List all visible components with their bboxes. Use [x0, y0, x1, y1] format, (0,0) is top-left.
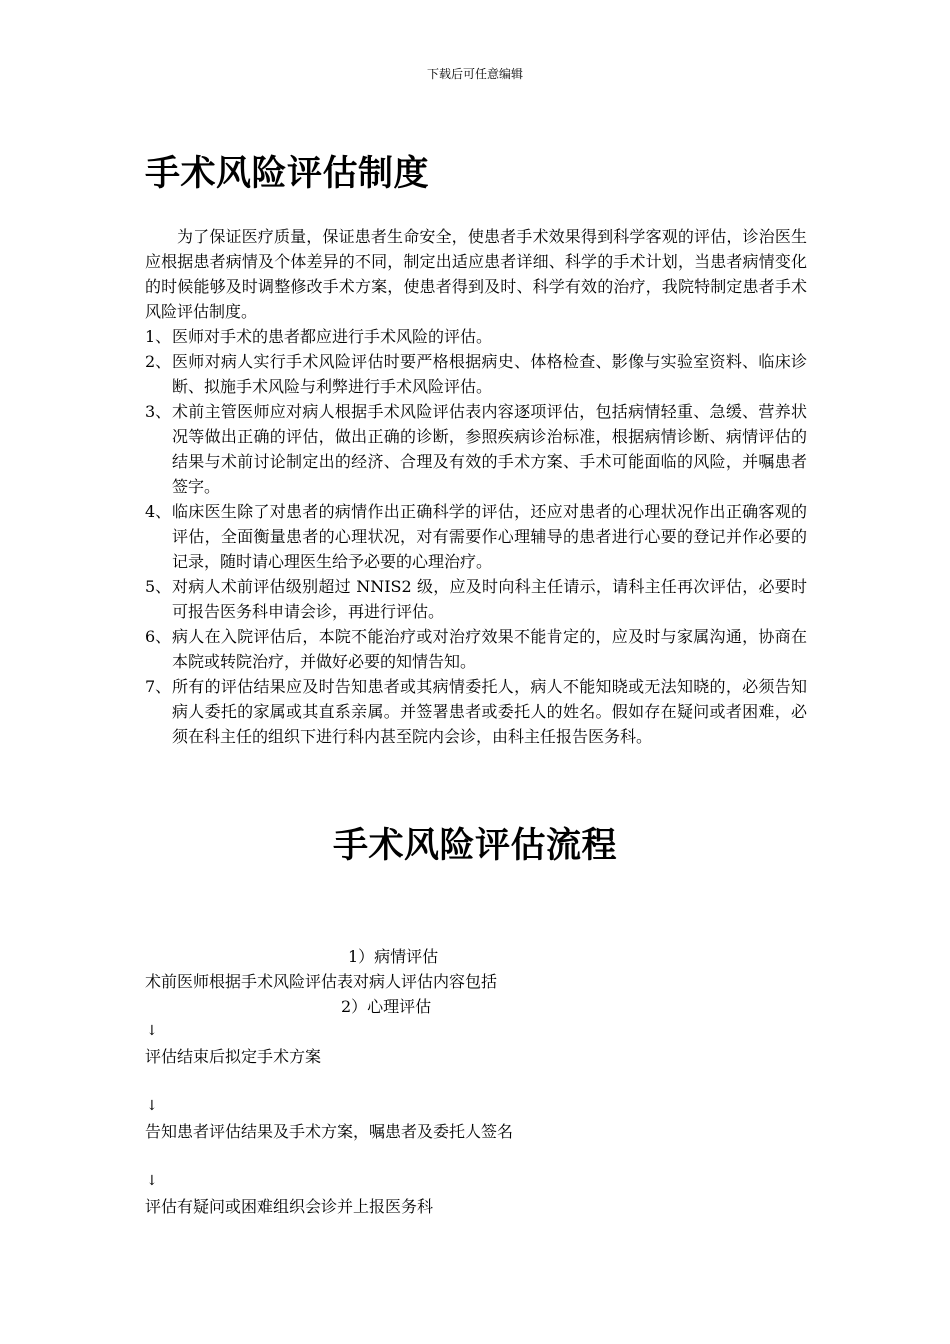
- rule-number: 2、: [145, 352, 172, 371]
- rule-text: 临床医生除了对患者的病情作出正确科学的评估，还应对患者的心理状况作出正确客观的评估，全面衡量患者的心理状况，对有需要作心理辅导的患者进行心要的登记并作必要的记录，随时请心理医生给予必要的心理治疗。: [172, 502, 807, 571]
- rule-number: 5、: [145, 577, 172, 596]
- flow-step-plan: 评估结束后拟定手术方案: [145, 1047, 322, 1066]
- rule-text: 对病人术前评估级别超过 NNIS2 级，应及时向科主任请示，请科主任再次评估，必要时可报告医务科申请会诊，再进行评估。: [172, 577, 807, 621]
- policy-rule-list: [145, 324, 807, 749]
- policy-rule-item: [145, 324, 807, 349]
- rule-number: 7、: [145, 677, 172, 696]
- rule-number: 1、: [145, 327, 172, 346]
- flow-step-assessment: 术前医师根据手术风险评估表对病人评估内容包括: [145, 972, 498, 991]
- down-arrow-icon: ↓: [146, 1023, 158, 1039]
- flow-title: 手术风险评估流程: [332, 826, 617, 866]
- down-arrow-icon: ↓: [146, 1098, 158, 1114]
- policy-rule-item: [145, 674, 807, 749]
- rule-text: 术前主管医师应对病人根据手术风险评估表内容逐项评估，包括病情轻重、急缓、营养状况等做出正确的评估，做出正确的诊断，参照疾病诊治标准，根据病情诊断、病情评估的结果与术前讨论制定出的经济、合理及有效的手术方案、手术可能面临的风险，并嘱患者签字。: [172, 402, 807, 496]
- policy-rule-item: [145, 624, 807, 674]
- rule-text: 病人在入院评估后，本院不能治疗或对治疗效果不能肯定的，应及时与家属沟通，协商在本院或转院治疗，并做好必要的知情告知。: [172, 627, 807, 671]
- rule-text: 医师对病人实行手术风险评估时要严格根据病史、体格检查、影像与实验室资料、临床诊断、拟施手术风险与利弊进行手术风险评估。: [172, 352, 807, 396]
- rule-text: 医师对手术的患者都应进行手术风险的评估。: [172, 327, 493, 346]
- policy-title: 手术风险评估制度: [145, 154, 430, 194]
- page-header: 下载后可任意编辑: [426, 67, 523, 81]
- policy-intro: 为了保证医疗质量，保证患者生命安全，使患者手术效果得到科学客观的评估，诊治医生应根据患者病情及个体差异的不同，制定出适应患者详细、科学的手术计划，当患者病情变化的时候能够及时调整修改手术方案，使患者得到及时、科学有效的治疗，我院特制定患者手术风险评估制度。: [145, 227, 807, 321]
- flow-sub-item-condition: 1）病情评估: [348, 947, 439, 966]
- policy-rule-item: [145, 499, 807, 574]
- rule-number: 4、: [145, 502, 172, 521]
- rule-text: 所有的评估结果应及时告知患者或其病情委托人，病人不能知晓或无法知晓的，必须告知病人委托的家属或其直系亲属。并签署患者或委托人的姓名。假如存在疑问或者困难，必须在科主任的组织下进行科内甚至院内会诊，由科主任报告医务科。: [172, 677, 807, 746]
- flow-sub-item-psychology: 2）心理评估: [341, 997, 432, 1016]
- down-arrow-icon: ↓: [146, 1173, 158, 1189]
- policy-rule-item: [145, 574, 807, 624]
- policy-rule-item: [145, 349, 807, 399]
- flow-step-consult: 评估有疑问或困难组织会诊并上报医务科: [145, 1197, 434, 1216]
- rule-number: 3、: [145, 402, 172, 421]
- rule-number: 6、: [145, 627, 172, 646]
- flow-step-inform: 告知患者评估结果及手术方案，嘱患者及委托人签名: [145, 1122, 514, 1141]
- policy-rule-item: [145, 399, 807, 499]
